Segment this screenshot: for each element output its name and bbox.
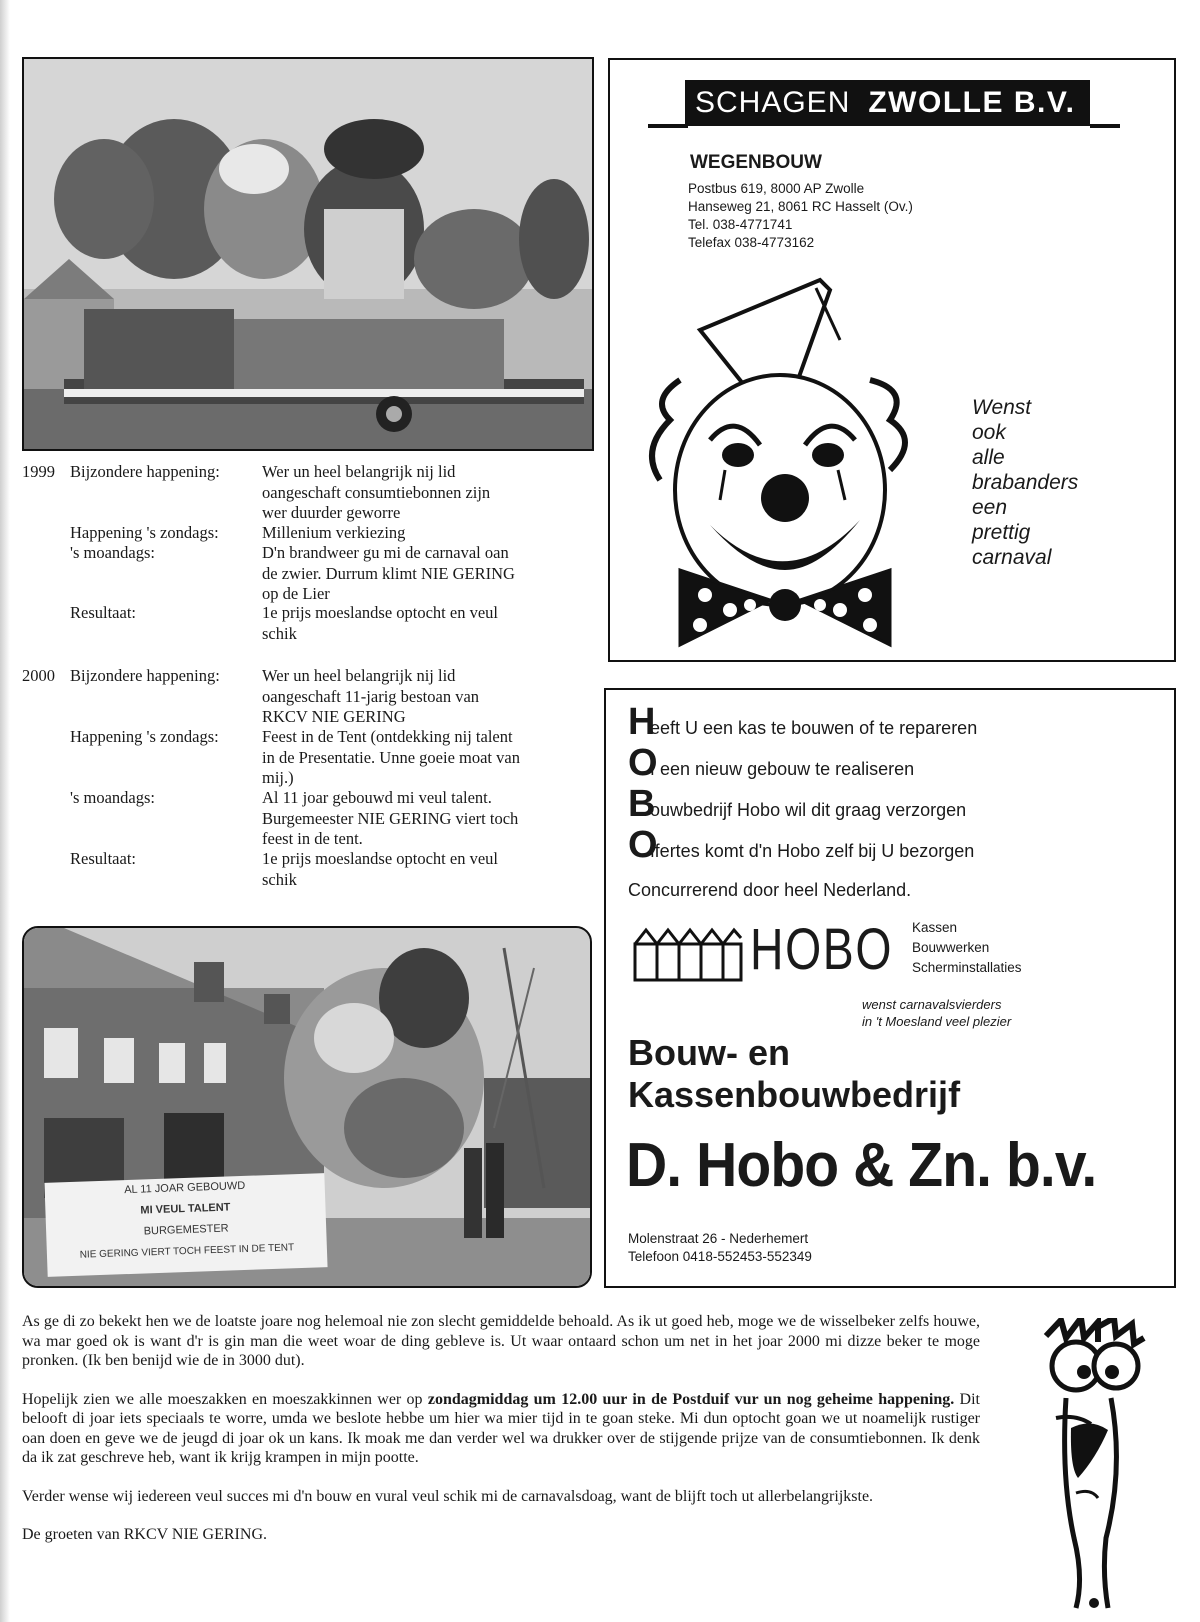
- hobo-wish: wenst carnavalsvierders in 't Moesland veel plezier: [862, 997, 1012, 1029]
- schagen-subtitle: WEGENBOUW: [690, 152, 822, 173]
- label-1999-zondags: Happening 's zondags:: [70, 523, 219, 542]
- hobo-acrostic-o2: Offertes komt d'n Hobo zelf bij U bezorgen: [628, 824, 975, 866]
- text-2000-moandags: Al 11 joar gebouwd mi veul talent. Burgemeester NIE GERING viert toch feest in de tent.: [262, 788, 519, 848]
- signature-line: De groeten van RKCV NIE GERING.: [22, 1526, 267, 1543]
- hobo-name: D. Hobo & Zn. b.v.: [626, 1131, 1097, 1200]
- label-1999-happening: Bijzondere happening:: [70, 462, 220, 481]
- year-1999: 1999: [22, 462, 55, 481]
- hobo-contact: Molenstraat 26 - Nederhemert Telefoon 0418-552453-552349: [628, 1231, 812, 1264]
- ad-hobo: [604, 688, 1176, 1288]
- history-1999: [22, 462, 582, 642]
- hobo-greenhouse-logo: [632, 924, 744, 984]
- paragraph-1: As ge di zo bekekt hen we de loatste joare nog helemoal nie zon slecht gemiddelde behoald. As ik ut goed heb, moge we de wisselbeker zelfs houwe, wa mar goed ok is want d'r is gin man die weet woar de ding gebleve is. Ut waar ontaard schon um net in het joar 2000 mi dizze beker te moge pronken. (Ik ben benijd wie de in 3000 dut).: [22, 1313, 980, 1369]
- hobo-acrostic-b: Bouwbedrijf Hobo wil dit graag verzorgen: [628, 783, 967, 825]
- clown-illustration: [640, 270, 930, 650]
- hobo-tagline: Concurrerend door heel Nederland.: [628, 880, 912, 900]
- text-2000-resultaat: 1e prijs moeslandse optocht en veul schik: [262, 849, 498, 889]
- text-1999-zondags: Millenium verkiezing: [262, 523, 406, 542]
- cartoon-character: [1036, 1318, 1146, 1618]
- text-2000-zondags: Feest in de Tent (ontdekking nij talent in de Presentatie. Unne goeie moat van mij.): [262, 727, 520, 787]
- label-2000-happening: Bijzondere happening:: [70, 666, 220, 685]
- hobo-logo-text: HOBO: [750, 917, 894, 982]
- label-1999-moandags: 's moandags:: [70, 543, 156, 562]
- banner-rule-right: [1090, 124, 1120, 128]
- text-1999-moandags: D'n brandweer gu mi de carnaval oan de zwier. Durrum klimt NIE GERING op de Lier: [262, 543, 515, 603]
- history-2000: [22, 666, 582, 889]
- label-1999-resultaat: Resultaat:: [70, 603, 136, 622]
- float-photo-top: [22, 57, 594, 451]
- label-2000-moandags: 's moandags:: [70, 788, 156, 807]
- text-2000-happening: Wer un heel belangrijk nij lid oangeschaft 11-jarig bestoan van RKCV NIE GERING: [262, 666, 480, 726]
- label-2000-resultaat: Resultaat:: [70, 849, 136, 868]
- hobo-acrostic-h: Heeft U een kas te bouwen of te repareren: [628, 701, 978, 743]
- paragraph-3: Verder wense wij iedereen veul succes mi d'n bouw en vural veul schik mi de carnavalsdoag, want de blijft toch ut allerbelangrijkste.: [22, 1487, 874, 1505]
- schagen-wish: Wenst ook alle brabanders een prettig carnaval: [972, 396, 1079, 569]
- schagen-address: Postbus 619, 8000 AP Zwolle Hanseweg 21, 8061 RC Hasselt (Ov.) Tel. 038-4771741 Telefax 038-4773162: [688, 181, 913, 250]
- text-1999-resultaat: 1e prijs moeslandse optocht en veul schik: [262, 603, 498, 643]
- label-2000-zondags: Happening 's zondags:: [70, 727, 219, 746]
- hobo-company: Bouw- en Kassenbouwbedrijf: [628, 1032, 961, 1115]
- paragraph-2: Hopelijk zien we alle moeszakken en moeszakkinnen wer op zondagmiddag um 12.00 uur in de Postduif vur un nog geheime happening. Dit belooft di joar iets speciaals te worre, umda we beslote hebbe um hier wa mier tijd in te goan steke. Mi dun optocht goan we ut noamelijk rustiger oan doen en geve we de jeugd di joar ok un kans. Ik moak me dan verder wel wa drukker over de stijgende prijze van de consumtiebonnen. Ik denk da ik zat geschreve heb, want ik krijg krampen in mijn pootte.: [22, 1390, 981, 1466]
- year-2000: 2000: [22, 666, 55, 685]
- float-banner-sign: AL 11 JOAR GEBOUWD MI VEUL TALENT BURGEMESTER NIE GERING VIERT TOCH FEEST IN DE TENT: [44, 1173, 327, 1277]
- float-photo-bottom: [22, 926, 592, 1288]
- hobo-services: Kassen Bouwwerken Scherminstallaties: [912, 920, 1022, 975]
- hobo-acrostic-o1: Of een nieuw gebouw te realiseren: [628, 742, 915, 784]
- text-1999-happening: Wer un heel belangrijk nij lid oangeschaft consumtiebonnen zijn wer duurder geworre: [262, 462, 491, 522]
- schagen-banner: SCHAGEN ZWOLLE B.V.: [685, 80, 1090, 126]
- banner-rule-left: [648, 124, 688, 128]
- page-edge: [0, 0, 10, 1622]
- body-text: [22, 1312, 980, 1564]
- ad-schagen-zwolle: [608, 58, 1176, 662]
